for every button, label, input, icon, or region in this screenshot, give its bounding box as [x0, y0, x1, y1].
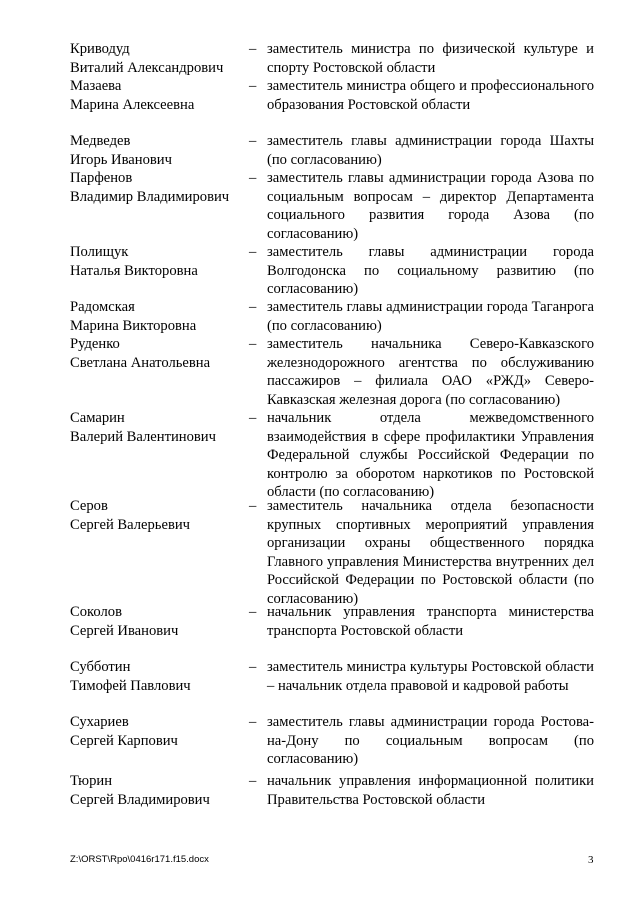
position-description: заместитель министра по физической культуре и спорту Ростовской области — [267, 41, 594, 76]
dash-separator: – — [249, 78, 257, 94]
position-description: заместитель главы администрации города Шахты (по согласованию) — [267, 133, 594, 168]
given-names: Виталий Александрович — [70, 59, 224, 76]
dash-separator: – — [249, 773, 257, 789]
dash-separator: – — [249, 604, 257, 620]
surname: Медведев — [70, 133, 131, 149]
person-name — [70, 77, 250, 114]
dash-separator: – — [249, 714, 257, 730]
person-name — [70, 497, 250, 534]
position-description: заместитель главы администрации города Азова по социальным вопросам – директор Департамента социального развития города Азова (по согласованию) — [267, 170, 594, 242]
position-description: начальник отдела межведомственного взаимодействия в сфере профилактики Управления Федеральной службы Российской Федерации по контролю за оборотом наркотиков по Ростовской области (по согласованию) — [267, 410, 594, 500]
surname: Самарин — [70, 410, 125, 426]
given-names: Сергей Владимирович — [70, 791, 210, 808]
position-description: заместитель министра культуры Ростовской области – начальник отдела правовой и кадровой работы — [267, 659, 594, 694]
dash-separator: – — [249, 498, 257, 514]
surname: Субботин — [70, 659, 131, 675]
given-names: Сергей Карпович — [70, 732, 178, 749]
person-name — [70, 298, 250, 335]
given-names: Владимир Владимирович — [70, 188, 230, 205]
surname: Парфенов — [70, 170, 133, 186]
person-name — [70, 40, 250, 77]
given-names: Наталья Викторовна — [70, 262, 198, 279]
surname: Серов — [70, 498, 108, 514]
footer-file-path: Z:\ORST\Rpo\0416r171.f15.docx — [70, 854, 209, 865]
given-names: Сергей Валерьевич — [70, 516, 190, 533]
position-description: заместитель министра общего и профессионального образования Ростовской области — [267, 78, 594, 113]
position-description: начальник управления информационной политики Правительства Ростовской области — [267, 773, 594, 808]
person-name — [70, 772, 250, 809]
surname: Сухариев — [70, 714, 129, 730]
person-name — [70, 658, 250, 695]
person-name — [70, 409, 250, 446]
page-number: 3 — [588, 854, 594, 866]
dash-separator: – — [249, 299, 257, 315]
given-names: Светлана Анатольевна — [70, 354, 211, 371]
position-description: начальник управления транспорта министерства транспорта Ростовской области — [267, 604, 594, 639]
surname: Руденко — [70, 336, 120, 352]
surname: Мазаева — [70, 78, 122, 94]
position-description: заместитель начальника Северо-Кавказского железнодорожного агентства по обслуживанию пассажиров – филиала ОАО «РЖД» Северо-Кавказская железная дорога (по согласованию) — [267, 336, 594, 408]
person-name — [70, 243, 250, 280]
position-description: заместитель главы администрации города Таганрога (по согласованию) — [267, 299, 594, 334]
person-name — [70, 169, 250, 206]
given-names: Марина Викторовна — [70, 317, 197, 334]
position-description: заместитель главы администрации города Волгодонска по социальному развитию (по согласованию) — [267, 244, 594, 297]
dash-separator: – — [249, 410, 257, 426]
surname: Тюрин — [70, 773, 113, 789]
position-description: заместитель начальника отдела безопасности крупных спортивных мероприятий управления организации охраны общественного порядка Главного управления Министерства внутренних дел Российской Федерации по Ростовской области (по согласованию) — [267, 498, 594, 607]
given-names: Сергей Иванович — [70, 622, 179, 639]
dash-separator: – — [249, 336, 257, 352]
given-names: Тимофей Павлович — [70, 677, 191, 694]
dash-separator: – — [249, 659, 257, 675]
person-name — [70, 132, 250, 169]
dash-separator: – — [249, 244, 257, 260]
given-names: Марина Алексеевна — [70, 96, 195, 113]
surname: Криводуд — [70, 41, 130, 57]
given-names: Валерий Валентинович — [70, 428, 216, 445]
surname: Радомская — [70, 299, 135, 315]
dash-separator: – — [249, 170, 257, 186]
dash-separator: – — [249, 133, 257, 149]
surname: Соколов — [70, 604, 122, 620]
person-name — [70, 603, 250, 640]
position-description: заместитель главы администрации города Ростова-на-Дону по социальным вопросам (по согласованию) — [267, 714, 594, 767]
given-names: Игорь Иванович — [70, 151, 172, 168]
person-name — [70, 713, 250, 750]
dash-separator: – — [249, 41, 257, 57]
person-name — [70, 335, 250, 372]
surname: Полищук — [70, 244, 129, 260]
